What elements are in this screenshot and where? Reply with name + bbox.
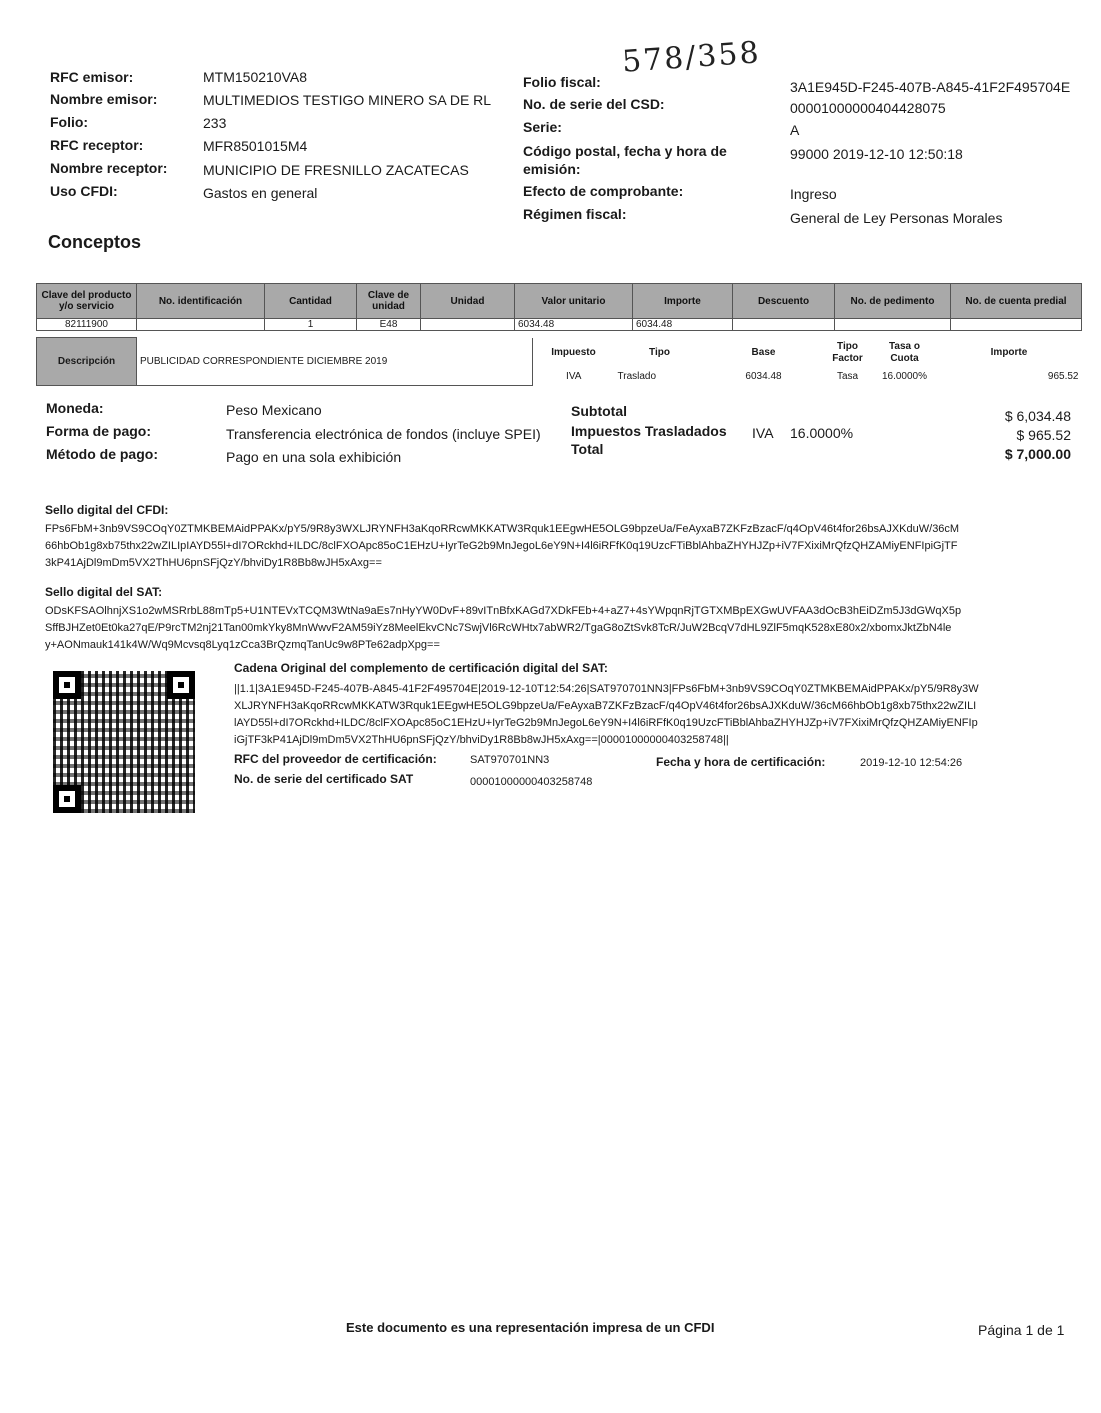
tax-tasa-cuota-value: 16.0000% xyxy=(881,371,928,382)
tax-impuesto-header: Impuesto xyxy=(551,346,596,358)
qr-code xyxy=(53,671,195,813)
metodo-pago-value: Pago en una sola exhibición xyxy=(226,449,402,465)
nombre-receptor-value: MUNICIPIO DE FRESNILLO ZACATECAS xyxy=(203,162,469,178)
cadena-line4: iGjTF3kP41AjDl9mDm5VX2ThHU6pnSFjQzY/bhviDy1R8Bb8wJH5xAxg==|00001000000403258748|| xyxy=(234,734,729,746)
folio-value: 233 xyxy=(203,115,227,131)
cell-importe: 6034.48 xyxy=(633,319,733,331)
efecto-label: Efecto de comprobante: xyxy=(523,183,684,199)
col-unidad: Unidad xyxy=(421,284,515,319)
qr-finder-top-right xyxy=(167,671,195,699)
impuestos-value: $ 965.52 xyxy=(1016,427,1071,443)
forma-pago-label: Forma de pago: xyxy=(46,423,152,439)
serie-certificado-value: 00001000000403258748 xyxy=(470,776,593,788)
moneda-value: Peso Mexicano xyxy=(226,402,322,418)
regimen-value: General de Ley Personas Morales xyxy=(790,210,1003,226)
rfc-receptor-label: RFC receptor: xyxy=(50,137,144,153)
col-cantidad: Cantidad xyxy=(265,284,357,319)
col-clave-producto: Clave del producto y/o servicio xyxy=(37,284,137,319)
tax-tipo-factor-header: Tipo Factor xyxy=(832,340,863,364)
sello-sat-line1: ODsKFSAOlhnjXS1o2wMSRrbL88mTp5+U1NTEVxTCQM3WtNa9aEs7nHyYW0DvF+89vITnBfxKAGd7XDkFEb+4+aZ7+4sYWpqnRjTGTXMBpEXGwUVFAA3dOcB3hEiDZm5J3dGWqX5p xyxy=(45,605,962,617)
fecha-certificacion-label: Fecha y hora de certificación: xyxy=(656,755,826,769)
cp-fecha-label-line2: emisión: xyxy=(523,161,581,177)
page-number: Página 1 de 1 xyxy=(978,1322,1065,1338)
tax-tipo-value: Traslado xyxy=(617,371,657,382)
cell-unidad xyxy=(421,319,515,331)
rfc-emisor-label: RFC emisor: xyxy=(50,69,134,85)
rfc-emisor-value: MTM150210VA8 xyxy=(203,69,308,85)
col-clave-unidad: Clave de unidad xyxy=(357,284,421,319)
sello-cfdi-line1: FPs6FbM+3nb9VS9COqY0ZTMKBEMAidPPAKx/pY5/9R8y3WXLJRYNFH3aKqoRRcwMKKATW3Rquk1EEgwHE5OLG9bpzeUa/FeAyxaB7ZKFzBzacF/q4OpV46t4for26bsAJXKduW/36cM xyxy=(45,523,960,535)
metodo-pago-label: Método de pago: xyxy=(46,446,158,462)
cell-descuento xyxy=(733,319,835,331)
tax-tasa-cuota-header: Tasa o Cuota xyxy=(889,340,920,364)
cell-no-cuenta-predial xyxy=(951,319,1082,331)
sello-sat-line3: y+AONmauk141k4W/Wq9Mcvsq8Lyq1zCca3BrQzmqTanUc9w8PTe62adpXpg== xyxy=(45,639,440,651)
sello-cfdi-line3: 3kP41AjDl9mDm5VX2ThHU6pnSFjQzY/bhviDy1R8Bb8wJH5xAxg== xyxy=(45,557,382,569)
tax-tipo-factor-value: Tasa xyxy=(836,371,859,382)
rfc-proveedor-value: SAT970701NN3 xyxy=(470,754,550,766)
subtotal-value: $ 6,034.48 xyxy=(1004,408,1071,424)
descripcion-label: Descripción xyxy=(37,338,137,386)
folio-label: Folio: xyxy=(50,114,89,130)
subtotal-label: Subtotal xyxy=(571,403,627,419)
rfc-receptor-value: MFR8501015M4 xyxy=(203,138,308,154)
total-label: Total xyxy=(571,441,604,457)
serie-certificado-label: No. de serie del certificado SAT xyxy=(234,772,414,786)
qr-finder-bottom-left xyxy=(53,785,81,813)
serie-csd-label: No. de serie del CSD: xyxy=(523,96,665,112)
sello-sat-title: Sello digital del SAT: xyxy=(45,585,163,599)
serie-csd-value: 00001000000404428075 xyxy=(790,100,946,116)
col-descuento: Descuento xyxy=(733,284,835,319)
qr-finder-top-left xyxy=(53,671,81,699)
tax-base-header: Base xyxy=(751,346,776,358)
folio-fiscal-label: Folio fiscal: xyxy=(523,74,601,90)
cell-cantidad: 1 xyxy=(265,319,357,331)
fecha-certificacion-value: 2019-12-10 12:54:26 xyxy=(860,757,963,769)
uso-cfdi-value: Gastos en general xyxy=(203,185,318,201)
col-no-identificacion: No. identificación xyxy=(137,284,265,319)
tax-tipo-header: Tipo xyxy=(649,346,670,358)
nombre-emisor-value: MULTIMEDIOS TESTIGO MINERO SA DE RL xyxy=(203,92,492,108)
col-no-cuenta-predial: No. de cuenta predial xyxy=(951,284,1082,319)
descripcion-value: PUBLICIDAD CORRESPONDIENTE DICIEMBRE 2019 xyxy=(137,338,533,386)
sello-cfdi-title: Sello digital del CFDI: xyxy=(45,503,169,517)
cp-fecha-label-line1: Código postal, fecha y hora de xyxy=(523,143,727,159)
nombre-emisor-label: Nombre emisor: xyxy=(50,91,158,107)
table-row xyxy=(37,319,1082,331)
conceptos-header-row xyxy=(37,284,1082,319)
serie-label: Serie: xyxy=(523,119,562,135)
rfc-proveedor-label: RFC del proveedor de certificación: xyxy=(234,752,437,766)
cadena-title: Cadena Original del complemento de certificación digital del SAT: xyxy=(234,661,608,675)
folio-fiscal-value: 3A1E945D-F245-407B-A845-41F2F495704E xyxy=(790,79,1071,95)
total-value: $ 7,000.00 xyxy=(1004,446,1071,462)
tax-base-value: 6034.48 xyxy=(745,371,782,382)
handwritten-annotation: 578/358 xyxy=(620,35,762,80)
tax-importe-header: Importe xyxy=(990,346,1028,358)
serie-value: A xyxy=(790,122,800,138)
forma-pago-value: Transferencia electrónica de fondos (incluye SPEI) xyxy=(226,426,541,442)
uso-cfdi-label: Uso CFDI: xyxy=(50,183,118,199)
cadena-line2: XLJRYNFH3aKqoRRcwMKKATW3Rquk1EEgwHE5OLG9bpzeUa/FeAyxaB7ZKFzBzacF/q4OpV46t4for26bsAJXKduW/36cM66hbOb1g8xb75thx22wZILI xyxy=(234,700,977,712)
tax-impuesto-value: IVA xyxy=(566,371,582,382)
sello-cfdi-line2: 66hbOb1g8xb75thx22wZILIpIAYD55l+dI7ORckhd+ILDC/8clFXOApc85oC1EHzU+IyrTeG2b9MnJegoL6eY9N+I4l6iRFfK0q19UzcFTiBblAhbaZHYHJZp+iV7FXixiMrQfzQHZAMiyENFIpiGjTF xyxy=(45,540,958,552)
cell-clave-producto: 82111900 xyxy=(37,319,137,331)
regimen-label: Régimen fiscal: xyxy=(523,206,627,222)
conceptos-title: Conceptos xyxy=(48,232,142,252)
impuestos-trasladados-label: Impuestos Trasladados xyxy=(571,423,727,439)
moneda-label: Moneda: xyxy=(46,400,104,416)
cell-clave-unidad: E48 xyxy=(357,319,421,331)
col-importe: Importe xyxy=(633,284,733,319)
cell-valor-unitario: 6034.48 xyxy=(515,319,633,331)
sello-sat-line2: SffBJHZet0Et0ka27qE/P9rcTM2nj21Tan00mkYky8MnWwvF2AM59iYz8MeelEkvCNc7SwjVl6RcWHtx7abWR2/TgaG8oZtSvk8TcR/JuW2BcqV7dHL9ZlF5mqK528xE80x2/xbomxJktZbN4le xyxy=(45,622,952,634)
conceptos-table xyxy=(36,283,1082,331)
impuestos-tipo: IVA xyxy=(752,425,774,441)
footer-note: Este documento es una representación impresa de un CFDI xyxy=(346,1320,715,1335)
impuestos-tasa: 16.0000% xyxy=(790,425,854,441)
cell-no-identificacion xyxy=(137,319,265,331)
col-no-pedimento: No. de pedimento xyxy=(835,284,951,319)
tax-importe-value: 965.52 xyxy=(1047,371,1079,382)
efecto-value: Ingreso xyxy=(790,186,837,202)
col-valor-unitario: Valor unitario xyxy=(515,284,633,319)
cadena-line3: lAYD55l+dI7ORckhd+ILDC/8clFXOApc85oC1EHzU+IyrTeG2b9MnJegoL6eY9N+I4l6iRFfK0q19UzcFTiBblAhbaZHYHJZp+iV7FXixiMrQfzQHZAMiyENFIp xyxy=(234,717,978,729)
cp-fecha-value: 99000 2019-12-10 12:50:18 xyxy=(790,146,963,162)
nombre-receptor-label: Nombre receptor: xyxy=(50,160,168,176)
descripcion-impuestos-table xyxy=(36,337,1082,386)
cadena-line1: ||1.1|3A1E945D-F245-407B-A845-41F2F495704E|2019-12-10T12:54:26|SAT970701NN3|FPs6FbM+3nb9VS9COqY0ZTMKBEMAidPPAKx/pY5/9R8y3W xyxy=(234,683,979,695)
cell-no-pedimento xyxy=(835,319,951,331)
